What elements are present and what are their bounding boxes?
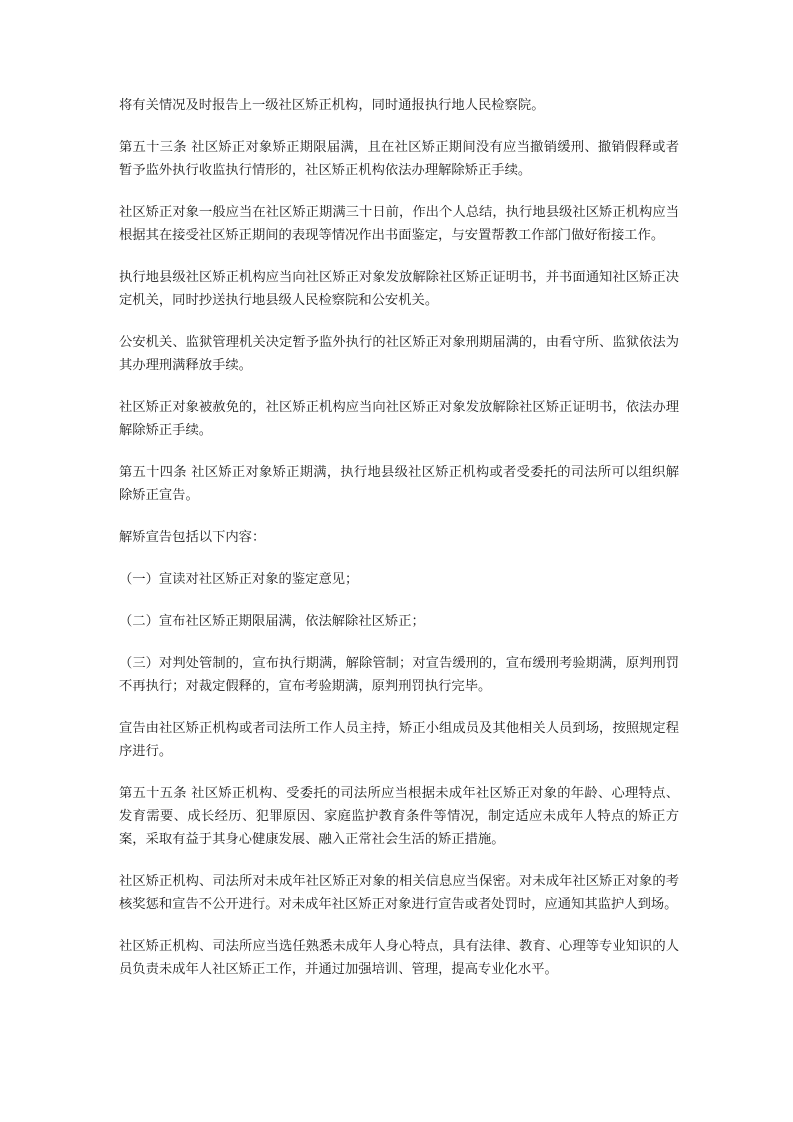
paragraph-continuation: 将有关情况及时报告上一级社区矫正机构，同时通报执行地人民检察院。 — [119, 98, 545, 113]
list-item: （一）宣读对社区矫正对象的鉴定意见； — [119, 572, 359, 587]
paragraph: 宣告由社区矫正机构或者司法所工作人员主持，矫正小组成员及其他相关人员到场，按照规定程序进行。 — [119, 721, 679, 759]
paragraph: 社区矫正机构、司法所对未成年社区矫正对象的相关信息应当保密。对未成年社区矫正对象的考核奖惩和宣告不公开进行。对未成年社区矫正对象进行宣告或者处罚时，应通知其监护人到场。 — [119, 874, 679, 912]
paragraph: 社区矫正对象一般应当在社区矫正期满三十日前，作出个人总结，执行地县级社区矫正机构应当根据其在接受社区矫正期间的表现等情况作出书面鉴定，与安置帮教工作部门做好衔接工作。 — [119, 205, 679, 243]
article-55-paragraph: 第五十五条 社区矫正机构、受委托的司法所应当根据未成年社区矫正对象的年龄、心理特点、发育需要、成长经历、犯罪原因、家庭监护教育条件等情况，制定适应未成年人特点的矫正方案，采取有益于其身心健康发展、融入正常社会生活的矫正措施。 — [119, 786, 679, 847]
article-53-paragraph: 第五十三条 社区矫正对象矫正期限届满，且在社区矫正期间没有应当撤销缓刑、撤销假释或者暂予监外执行收监执行情形的，社区矫正机构依法办理解除矫正手续。 — [119, 140, 679, 178]
document-body — [119, 94, 679, 1000]
paragraph: 社区矫正对象被赦免的，社区矫正机构应当向社区矫正对象发放解除社区矫正证明书，依法办理解除矫正手续。 — [119, 400, 679, 438]
paragraph: 解矫宣告包括以下内容： — [119, 530, 266, 545]
paragraph: 执行地县级社区矫正机构应当向社区矫正对象发放解除社区矫正证明书，并书面通知社区矫正决定机关，同时抄送执行地县级人民检察院和公安机关。 — [119, 270, 679, 308]
paragraph: 社区矫正机构、司法所应当选任熟悉未成年人身心特点，具有法律、教育、心理等专业知识的人员负责未成年人社区矫正工作，并通过加强培训、管理，提高专业化水平。 — [119, 939, 679, 977]
article-54-paragraph: 第五十四条 社区矫正对象矫正期满，执行地县级社区矫正机构或者受委托的司法所可以组织解除矫正宣告。 — [119, 465, 679, 503]
paragraph: 公安机关、监狱管理机关决定暂予监外执行的社区矫正对象刑期届满的，由看守所、监狱依法为其办理刑满释放手续。 — [119, 335, 679, 373]
list-item: （二）宣布社区矫正期限届满，依法解除社区矫正； — [119, 614, 425, 629]
list-item: （三）对判处管制的，宣布执行期满，解除管制；对宣告缓刑的，宣布缓刑考验期满，原判刑罚不再执行；对裁定假释的，宣布考验期满，原判刑罚执行完毕。 — [119, 656, 679, 694]
